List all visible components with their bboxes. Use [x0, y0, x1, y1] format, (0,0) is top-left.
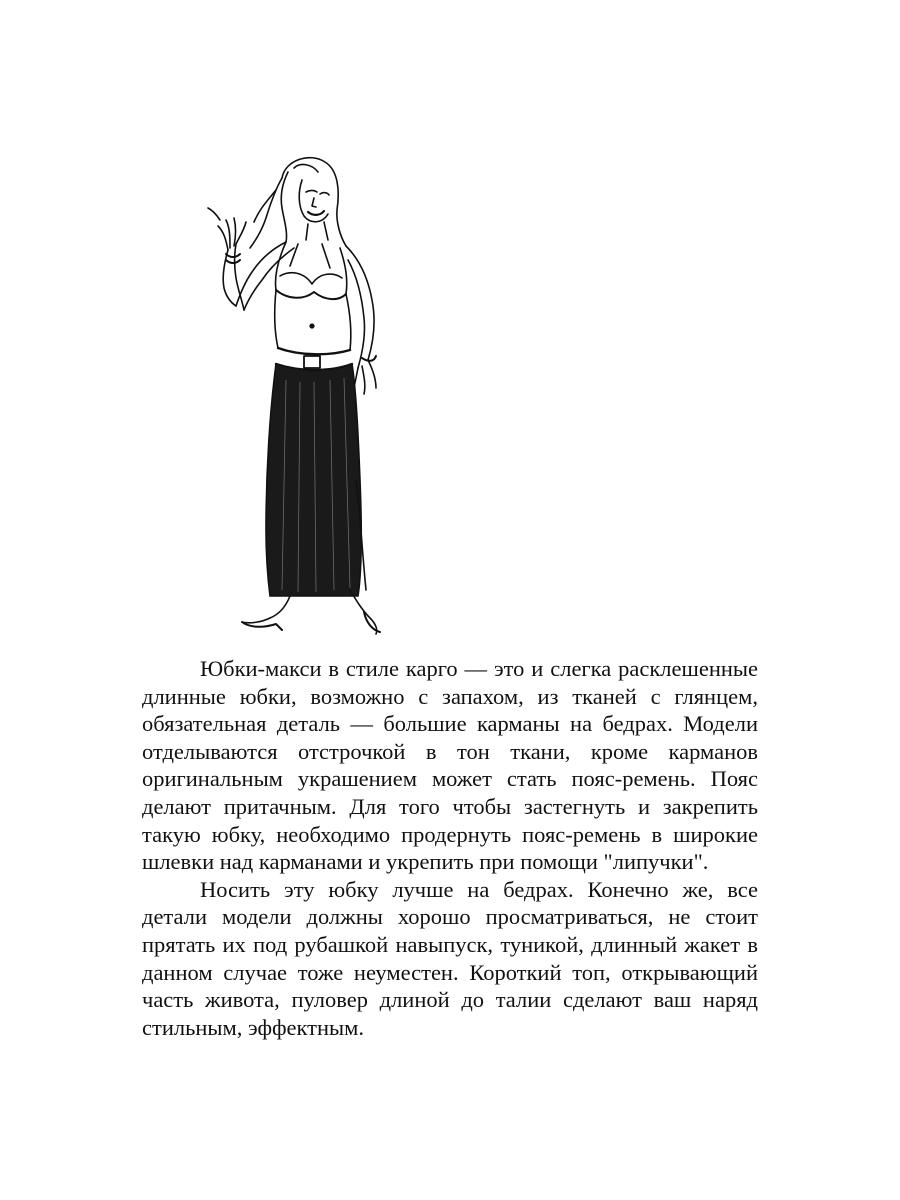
woman-in-maxi-skirt-drawing — [190, 150, 420, 640]
paragraph: Носить эту юбку лучше на бедрах. Конечно же, все детали модели должны хорошо просматриваться, не стоит прятать их под рубашкой навыпуск, туникой, длинный жакет в данном случае тоже неуместен. Короткий топ, открывающий часть живота, пуловер длиной до талии сделают ваш наряд стильным, эффектным. — [142, 876, 758, 1040]
hair-strand — [250, 178, 282, 248]
fashion-illustration — [190, 150, 420, 640]
hair-strand — [282, 158, 346, 246]
paragraph: Юбки-макси в стиле карго — это и слегка расклешенные длинные юбки, возможно с запахом, из тканей с глянцем, обязательная деталь — большие карманы на бедрах. Модели отделываются отстрочкой в тон ткани, кроме карманов оригинальным украшением может стать пояс-ремень. Пояс делают притачным. Для того чтобы застегнуть и закрепить такую юбку, необходимо продернуть пояс-ремень в широкие шлевки над карманами и укрепить при помощи "липучки". — [142, 656, 758, 875]
article-text — [142, 655, 758, 1041]
